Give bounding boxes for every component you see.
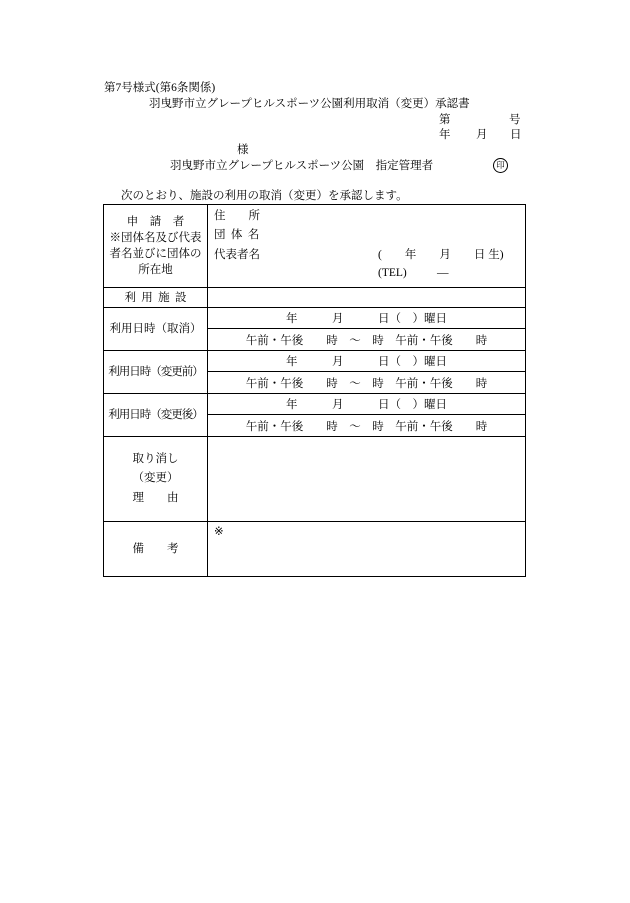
- reason-row: [103, 436, 526, 522]
- usage-row-cancel: [103, 307, 526, 351]
- usage-label-cell: [104, 351, 208, 393]
- seal-stamp: 印: [493, 158, 508, 173]
- date-year: 年: [439, 129, 451, 141]
- usage-label-cell: [104, 308, 208, 350]
- tel-label: (TEL): [378, 267, 407, 279]
- usage-time-line: 午前・午後 時 ～ 時 午前・午後 時: [245, 377, 488, 390]
- applicant-heading: 申 請 者: [126, 216, 185, 228]
- number-prefix: 第: [439, 114, 451, 126]
- representative-label: 代表者名: [214, 249, 260, 261]
- remarks-label: 備 考: [132, 543, 179, 555]
- usage-value-cell: [208, 351, 525, 393]
- facility-row: [103, 287, 526, 308]
- applicant-note-line-2: 者名並びに団体の: [109, 248, 202, 260]
- usage-date-line: 年 月 日（ ）曜日: [208, 308, 525, 329]
- usage-row-before-change: [103, 350, 526, 394]
- addressee-honorific: 様: [237, 144, 249, 156]
- usage-label: 利用日時（変更前）: [108, 366, 203, 378]
- remarks-label-cell: [104, 522, 208, 576]
- usage-value-cell: [208, 394, 525, 436]
- birth-date-field: ( 年 月 日 生): [378, 249, 504, 261]
- remarks-mark: ※: [214, 526, 224, 538]
- group-name-label: 団 体 名: [214, 229, 260, 241]
- applicant-note-line-1: ※団体名及び代表: [109, 232, 202, 244]
- usage-label: 利用日時（取消）: [109, 323, 202, 335]
- facility-label: 利 用 施 設: [124, 291, 187, 304]
- approval-form-table: [103, 204, 526, 577]
- date-day: 日: [510, 129, 522, 141]
- tel-dash: —: [437, 267, 449, 279]
- issuer-name: 羽曳野市立グレープヒルスポーツ公園 指定管理者: [170, 160, 434, 172]
- usage-value-cell: [208, 308, 525, 350]
- remarks-value-cell: [208, 522, 525, 576]
- applicant-note-line-3: 所在地: [138, 264, 173, 276]
- reason-label-line-1: 取り消し: [132, 452, 179, 465]
- usage-date-line: 年 月 日（ ）曜日: [208, 394, 525, 415]
- document-title: 羽曳野市立グレープヒルスポーツ公園利用取消（変更）承認書: [149, 98, 470, 110]
- address-label: 住 所: [214, 210, 260, 222]
- reason-label-cell: [104, 437, 208, 521]
- usage-date-line: 年 月 日（ ）曜日: [208, 351, 525, 372]
- usage-time-line: 午前・午後 時 ～ 時 午前・午後 時: [245, 334, 488, 347]
- form-number: 第7号様式(第6条関係): [104, 82, 216, 94]
- usage-row-after-change: [103, 393, 526, 437]
- intro-text: 次のとおり、施設の利用の取消（変更）を承認します。: [121, 190, 408, 202]
- date-month: 月: [476, 129, 488, 141]
- facility-label-cell: [104, 288, 208, 307]
- number-suffix: 号: [509, 114, 521, 126]
- facility-value-cell: [208, 288, 525, 307]
- applicant-heading-cell: [104, 205, 208, 287]
- reason-label-line-3: 理 由: [132, 491, 179, 504]
- reason-value-cell: [208, 437, 525, 521]
- usage-label-cell: [104, 394, 208, 436]
- usage-time-line: 午前・午後 時 ～ 時 午前・午後 時: [245, 420, 488, 433]
- applicant-row: [103, 204, 526, 288]
- applicant-details-cell: [208, 205, 525, 287]
- reason-label-line-2: （変更）: [132, 472, 179, 485]
- remarks-row: [103, 521, 526, 577]
- usage-label: 利用日時（変更後）: [108, 409, 203, 421]
